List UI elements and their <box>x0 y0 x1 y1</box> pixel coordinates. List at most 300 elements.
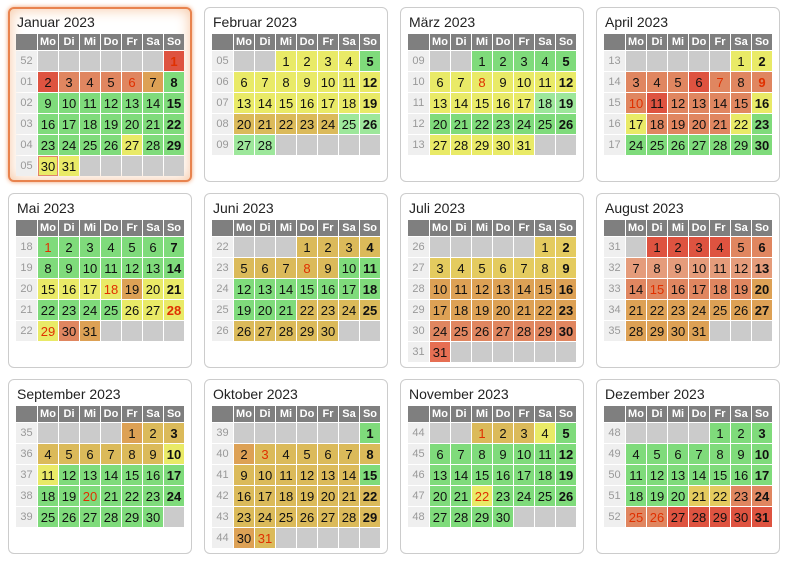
day-cell: 16 <box>556 279 576 299</box>
day-cell: 14 <box>143 93 163 113</box>
day-cell: 4 <box>360 237 380 257</box>
month-table <box>211 219 381 342</box>
weekday-header-so: So <box>164 406 184 422</box>
day-cell: 28 <box>451 507 471 527</box>
day-cell: 18 <box>38 486 58 506</box>
week-row <box>408 342 576 362</box>
empty-cell <box>101 423 121 443</box>
month-table <box>407 405 577 528</box>
month-title: Januar 2023 <box>17 14 95 30</box>
weekday-header-fr: Fr <box>710 406 730 422</box>
week-number: 16 <box>604 114 625 134</box>
day-cell: 18 <box>535 93 555 113</box>
day-cell: 15 <box>535 279 555 299</box>
day-cell: 13 <box>668 465 688 485</box>
week-row <box>604 321 772 341</box>
day-cell: 19 <box>59 486 79 506</box>
week-number: 13 <box>408 135 429 155</box>
day-cell: 23 <box>668 300 688 320</box>
day-cell: 1 <box>472 51 492 71</box>
empty-cell <box>710 51 730 71</box>
week-number: 40 <box>212 444 233 464</box>
day-cell: 8 <box>647 258 667 278</box>
day-cell: 3 <box>752 423 772 443</box>
day-cell: 10 <box>514 72 534 92</box>
empty-cell <box>493 237 513 257</box>
day-cell: 30 <box>556 321 576 341</box>
day-cell-today: 30 <box>38 156 58 176</box>
week-row <box>212 114 380 134</box>
weekday-header-di: Di <box>255 220 275 236</box>
day-cell: 19 <box>360 93 380 113</box>
day-cell: 4 <box>710 237 730 257</box>
day-cell: 7 <box>164 237 184 257</box>
empty-cell <box>164 507 184 527</box>
day-cell: 16 <box>668 279 688 299</box>
day-cell: 14 <box>276 279 296 299</box>
day-cell: 3 <box>339 237 359 257</box>
day-cell: 2 <box>38 72 58 92</box>
weekday-header-row <box>408 34 576 50</box>
day-cell: 29 <box>472 507 492 527</box>
weekday-header-fr: Fr <box>318 34 338 50</box>
day-cell: 11 <box>626 465 646 485</box>
weekday-header-mi: Mi <box>80 406 100 422</box>
month-title: Dezember 2023 <box>605 386 705 402</box>
week-number: 35 <box>604 321 625 341</box>
weekday-header-row <box>604 406 772 422</box>
weekday-header-di: Di <box>647 406 667 422</box>
empty-cell <box>318 528 338 548</box>
day-cell: 2 <box>59 237 79 257</box>
day-cell: 22 <box>164 114 184 134</box>
day-cell: 27 <box>80 507 100 527</box>
weekday-header-row <box>16 406 184 422</box>
day-cell: 28 <box>626 321 646 341</box>
day-cell: 27 <box>668 507 688 527</box>
day-cell: 23 <box>318 300 338 320</box>
week-number: 08 <box>212 114 233 134</box>
week-row <box>408 465 576 485</box>
month-block-12[interactable] <box>596 379 780 554</box>
day-cell: 15 <box>731 93 751 113</box>
day-cell: 7 <box>451 444 471 464</box>
day-cell: 18 <box>451 300 471 320</box>
day-cell: 21 <box>689 486 709 506</box>
week-number: 39 <box>16 507 37 527</box>
empty-cell <box>514 237 534 257</box>
week-row <box>408 507 576 527</box>
day-cell: 30 <box>731 507 751 527</box>
week-number: 30 <box>408 321 429 341</box>
day-cell: 14 <box>339 465 359 485</box>
month-block-9[interactable] <box>8 379 192 554</box>
weekday-header-mo: Mo <box>38 406 58 422</box>
week-number: 21 <box>16 300 37 320</box>
weekday-header-sa: Sa <box>143 220 163 236</box>
empty-cell <box>626 51 646 71</box>
day-cell: 25 <box>38 507 58 527</box>
week-row <box>16 258 184 278</box>
day-cell: 12 <box>472 279 492 299</box>
month-table <box>603 405 773 528</box>
weekday-header-fr: Fr <box>122 406 142 422</box>
day-cell: 1 <box>276 51 296 71</box>
week-row <box>408 321 576 341</box>
month-title: März 2023 <box>409 14 476 30</box>
month-block-1[interactable] <box>8 7 192 182</box>
day-cell: 12 <box>668 93 688 113</box>
day-cell: 16 <box>752 93 772 113</box>
day-cell: 28 <box>689 507 709 527</box>
day-cell: 29 <box>731 135 751 155</box>
empty-cell <box>339 528 359 548</box>
week-row <box>408 423 576 443</box>
day-cell: 7 <box>710 72 730 92</box>
empty-cell <box>297 423 317 443</box>
day-cell: 17 <box>80 279 100 299</box>
weeknum-header-cell <box>16 406 37 422</box>
day-cell: 9 <box>59 258 79 278</box>
empty-cell <box>360 321 380 341</box>
day-cell: 5 <box>668 72 688 92</box>
day-cell: 24 <box>430 321 450 341</box>
week-number: 48 <box>408 507 429 527</box>
week-row <box>16 237 184 257</box>
week-row <box>212 507 380 527</box>
week-row <box>16 279 184 299</box>
weeknum-header-cell <box>604 220 625 236</box>
week-number: 38 <box>16 486 37 506</box>
month-block-7[interactable] <box>400 193 584 368</box>
day-cell: 16 <box>493 465 513 485</box>
day-cell: 20 <box>234 114 254 134</box>
day-cell: 11 <box>276 465 296 485</box>
weekday-header-mi: Mi <box>276 34 296 50</box>
day-cell: 17 <box>164 465 184 485</box>
week-row <box>408 72 576 92</box>
day-cell: 9 <box>318 258 338 278</box>
day-cell: 18 <box>626 486 646 506</box>
month-block-3[interactable] <box>400 7 584 182</box>
day-cell: 4 <box>80 72 100 92</box>
empty-cell <box>164 321 184 341</box>
week-number: 22 <box>212 237 233 257</box>
month-table <box>407 219 577 363</box>
week-number: 13 <box>604 51 625 71</box>
day-cell: 19 <box>101 114 121 134</box>
day-cell: 21 <box>339 486 359 506</box>
day-cell: 17 <box>752 465 772 485</box>
day-cell: 25 <box>626 507 646 527</box>
empty-cell <box>535 507 555 527</box>
empty-cell <box>451 51 471 71</box>
day-cell: 5 <box>297 444 317 464</box>
day-cell: 10 <box>626 93 646 113</box>
month-title: Mai 2023 <box>17 200 75 216</box>
week-row <box>408 237 576 257</box>
day-cell: 23 <box>143 486 163 506</box>
day-cell: 26 <box>59 507 79 527</box>
month-title: Juli 2023 <box>409 200 466 216</box>
day-cell: 25 <box>710 300 730 320</box>
week-number: 52 <box>604 507 625 527</box>
day-cell: 8 <box>731 72 751 92</box>
day-cell: 3 <box>689 237 709 257</box>
weekday-header-do: Do <box>101 220 121 236</box>
week-row <box>604 423 772 443</box>
day-cell: 13 <box>493 279 513 299</box>
empty-cell <box>731 321 751 341</box>
weekday-header-so: So <box>752 406 772 422</box>
day-cell: 18 <box>360 279 380 299</box>
empty-cell <box>647 51 667 71</box>
day-cell: 9 <box>234 465 254 485</box>
empty-cell <box>143 156 163 176</box>
day-cell: 29 <box>360 507 380 527</box>
day-cell: 7 <box>626 258 646 278</box>
month-block-6[interactable] <box>204 193 388 368</box>
week-row <box>604 444 772 464</box>
day-cell: 20 <box>80 486 100 506</box>
day-cell: 6 <box>430 444 450 464</box>
day-cell: 30 <box>493 507 513 527</box>
month-block-4[interactable] <box>596 7 780 182</box>
day-cell: 30 <box>493 135 513 155</box>
day-cell: 28 <box>514 321 534 341</box>
day-cell: 16 <box>297 93 317 113</box>
day-cell: 26 <box>122 300 142 320</box>
day-cell: 9 <box>493 444 513 464</box>
day-cell: 18 <box>535 465 555 485</box>
day-cell: 31 <box>689 321 709 341</box>
day-cell: 19 <box>472 300 492 320</box>
day-cell: 6 <box>318 444 338 464</box>
week-row <box>212 423 380 443</box>
day-cell: 23 <box>297 114 317 134</box>
day-cell: 28 <box>451 135 471 155</box>
day-cell: 15 <box>647 279 667 299</box>
day-cell: 1 <box>731 51 751 71</box>
weeknum-header-cell <box>604 406 625 422</box>
day-cell: 20 <box>493 300 513 320</box>
empty-cell <box>647 423 667 443</box>
day-cell: 30 <box>752 135 772 155</box>
weekday-header-mo: Mo <box>626 406 646 422</box>
empty-cell <box>318 423 338 443</box>
day-cell: 28 <box>276 321 296 341</box>
day-cell: 13 <box>752 258 772 278</box>
day-cell: 23 <box>493 114 513 134</box>
day-cell: 23 <box>38 135 58 155</box>
day-cell: 14 <box>710 93 730 113</box>
month-table <box>211 33 381 156</box>
day-cell: 11 <box>101 258 121 278</box>
day-cell: 25 <box>451 321 471 341</box>
day-cell: 6 <box>689 72 709 92</box>
day-cell: 1 <box>360 423 380 443</box>
day-cell: 25 <box>535 114 555 134</box>
day-cell: 21 <box>710 114 730 134</box>
day-cell: 24 <box>514 114 534 134</box>
week-row <box>604 72 772 92</box>
day-cell: 15 <box>472 465 492 485</box>
week-number: 47 <box>408 486 429 506</box>
month-block-2[interactable] <box>204 7 388 182</box>
day-cell: 13 <box>122 93 142 113</box>
day-cell: 12 <box>297 465 317 485</box>
day-cell: 26 <box>297 507 317 527</box>
week-row <box>212 486 380 506</box>
day-cell: 6 <box>122 72 142 92</box>
week-number: 50 <box>604 465 625 485</box>
day-cell: 11 <box>535 72 555 92</box>
day-cell: 7 <box>255 72 275 92</box>
weekday-header-fr: Fr <box>514 220 534 236</box>
day-cell: 12 <box>647 465 667 485</box>
weekday-header-fr: Fr <box>514 34 534 50</box>
month-table <box>15 33 185 177</box>
weekday-header-fr: Fr <box>710 34 730 50</box>
weekday-header-so: So <box>164 220 184 236</box>
empty-cell <box>360 135 380 155</box>
day-cell: 3 <box>514 423 534 443</box>
weekday-header-do: Do <box>689 220 709 236</box>
day-cell: 6 <box>752 237 772 257</box>
month-block-10[interactable] <box>204 379 388 554</box>
day-cell: 28 <box>101 507 121 527</box>
day-cell: 31 <box>514 135 534 155</box>
month-block-5[interactable] <box>8 193 192 368</box>
week-number: 39 <box>212 423 233 443</box>
day-cell: 16 <box>38 114 58 134</box>
day-cell: 4 <box>451 258 471 278</box>
day-cell: 17 <box>339 279 359 299</box>
day-cell: 25 <box>276 507 296 527</box>
day-cell: 10 <box>339 258 359 278</box>
weekday-header-di: Di <box>451 34 471 50</box>
day-cell: 27 <box>752 300 772 320</box>
day-cell: 14 <box>689 465 709 485</box>
week-number: 42 <box>212 486 233 506</box>
month-title: August 2023 <box>605 200 684 216</box>
empty-cell <box>59 51 79 71</box>
weekday-header-row <box>16 220 184 236</box>
day-cell: 1 <box>535 237 555 257</box>
week-row <box>604 237 772 257</box>
empty-cell <box>451 342 471 362</box>
weekday-header-so: So <box>752 220 772 236</box>
week-row <box>212 258 380 278</box>
weekday-header-so: So <box>360 406 380 422</box>
weekday-header-fr: Fr <box>318 220 338 236</box>
week-number: 49 <box>604 444 625 464</box>
empty-cell <box>626 237 646 257</box>
day-cell: 12 <box>731 258 751 278</box>
day-cell: 7 <box>143 72 163 92</box>
week-row <box>212 135 380 155</box>
day-cell: 21 <box>255 114 275 134</box>
day-cell: 22 <box>276 114 296 134</box>
day-cell: 27 <box>430 135 450 155</box>
day-cell: 20 <box>255 300 275 320</box>
day-cell: 23 <box>234 507 254 527</box>
weekday-header-mo: Mo <box>234 406 254 422</box>
day-cell: 31 <box>752 507 772 527</box>
empty-cell <box>122 321 142 341</box>
day-cell: 3 <box>318 51 338 71</box>
day-cell: 29 <box>164 135 184 155</box>
week-number: 15 <box>604 93 625 113</box>
day-cell: 30 <box>318 321 338 341</box>
empty-cell <box>318 135 338 155</box>
week-number: 26 <box>408 237 429 257</box>
month-title: April 2023 <box>605 14 669 30</box>
day-cell: 14 <box>255 93 275 113</box>
day-cell: 9 <box>143 444 163 464</box>
empty-cell <box>472 237 492 257</box>
day-cell: 27 <box>430 507 450 527</box>
weekday-header-fr: Fr <box>122 220 142 236</box>
month-block-11[interactable] <box>400 379 584 554</box>
week-row <box>212 300 380 320</box>
weekday-header-mi: Mi <box>668 406 688 422</box>
day-cell: 22 <box>710 486 730 506</box>
week-row <box>408 51 576 71</box>
week-number: 34 <box>604 300 625 320</box>
day-cell: 18 <box>80 114 100 134</box>
week-number: 10 <box>408 72 429 92</box>
day-cell: 17 <box>514 93 534 113</box>
empty-cell <box>234 423 254 443</box>
week-number: 35 <box>16 423 37 443</box>
day-cell: 29 <box>472 135 492 155</box>
day-cell: 12 <box>234 279 254 299</box>
day-cell: 10 <box>430 279 450 299</box>
day-cell: 7 <box>514 258 534 278</box>
day-cell: 28 <box>143 135 163 155</box>
day-cell: 8 <box>472 72 492 92</box>
day-cell: 28 <box>164 300 184 320</box>
day-cell: 10 <box>514 444 534 464</box>
week-number: 44 <box>212 528 233 548</box>
day-cell: 1 <box>710 423 730 443</box>
empty-cell <box>122 156 142 176</box>
week-row <box>604 507 772 527</box>
weekday-header-sa: Sa <box>339 220 359 236</box>
weekday-header-row <box>408 406 576 422</box>
day-cell: 16 <box>59 279 79 299</box>
week-number: 41 <box>212 465 233 485</box>
day-cell: 13 <box>234 93 254 113</box>
weekday-header-sa: Sa <box>339 406 359 422</box>
day-cell: 13 <box>143 258 163 278</box>
day-cell: 10 <box>318 72 338 92</box>
weeknum-header-cell <box>408 220 429 236</box>
weekday-header-do: Do <box>101 34 121 50</box>
day-cell: 24 <box>626 135 646 155</box>
month-title: September 2023 <box>17 386 121 402</box>
day-cell: 18 <box>101 279 121 299</box>
day-cell: 19 <box>556 93 576 113</box>
month-block-8[interactable] <box>596 193 780 368</box>
day-cell: 2 <box>493 423 513 443</box>
day-cell: 20 <box>689 114 709 134</box>
empty-cell <box>38 51 58 71</box>
day-cell: 22 <box>122 486 142 506</box>
empty-cell <box>689 423 709 443</box>
week-number: 05 <box>16 156 37 176</box>
